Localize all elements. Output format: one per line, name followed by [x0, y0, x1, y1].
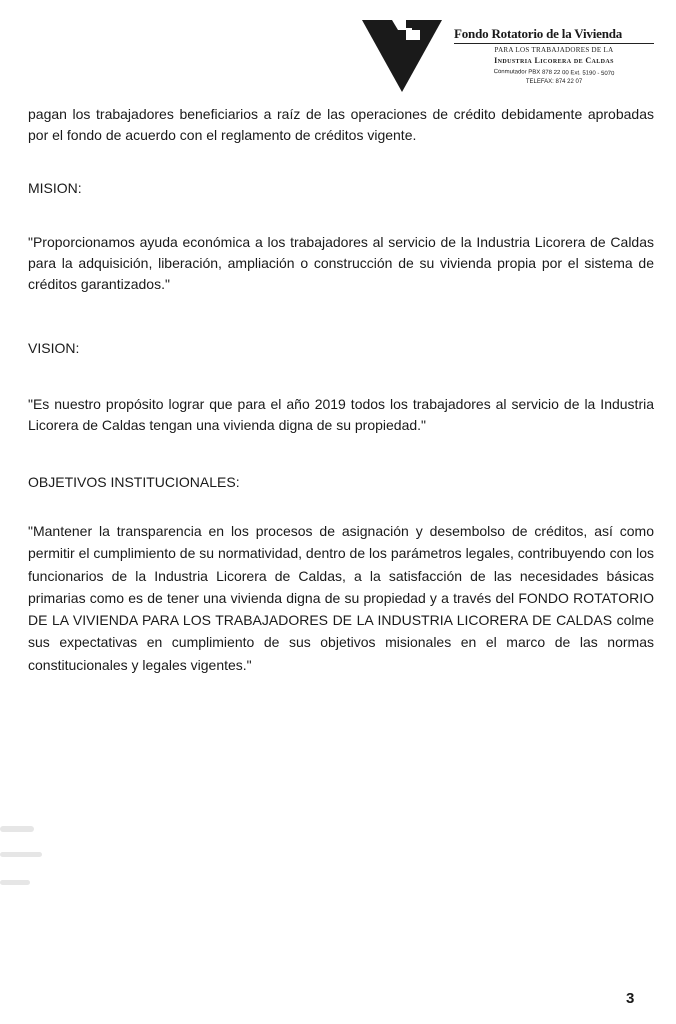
- scan-artifact: [0, 826, 34, 832]
- scan-artifact: [0, 852, 42, 857]
- mision-heading: MISION:: [28, 180, 82, 196]
- vision-heading: VISION:: [28, 340, 80, 356]
- objetivos-heading: OBJETIVOS INSTITUCIONALES:: [28, 474, 240, 490]
- letterhead-phone: Conmutador PBX 878 22 00 Ext. 5190 - 5070: [493, 68, 615, 78]
- letterhead-title: Fondo Rotatorio de la Vivienda: [454, 26, 654, 44]
- objetivos-paragraph: "Mantener la transparencia en los procesos de asignación y desembolso de créditos, así como permitir el cumplimiento de su normatividad, dentro de los parámetros legales, contribuyendo con los funcionarios de la Industria Licorera de Caldas, a la satisfacción de las necesidades básicas primarias como es de tener una vivienda digna de su propiedad y a través del FONDO ROTATORIO DE LA VIVIENDA PARA LOS TRABAJADORES DE LA INDUSTRIA LICORERA DE CALDAS colme sus expectativas en cumplimiento de sus objetivos misionales en el marco de las normas constitucionales y legales vigentes.": [28, 523, 654, 673]
- vision-paragraph: "Es nuestro propósito lograr que para el año 2019 todos los trabajadores al servicio de la Industria Licorera de Caldas tengan una vivienda digna de su propiedad.": [28, 396, 654, 433]
- letterhead-company: Industria Licorera de Caldas: [494, 56, 614, 65]
- mision-paragraph: "Proporcionamos ayuda económica a los trabajadores al servicio de la Industria Licorera de Caldas para la adquisición, liberación, ampliación o construcción de su vivienda propia por el sistema de créditos garantizados.": [28, 234, 654, 292]
- letterhead-telefax: TELEFAX: 874 22 07: [525, 79, 583, 85]
- intro-paragraph: pagan los trabajadores beneficiarios a raíz de las operaciones de crédito debidamente aprobadas por el fondo de acuerdo con el reglamento de créditos vigente.: [28, 106, 654, 143]
- letterhead-subtitle: PARA LOS TRABAJADORES DE LA: [494, 46, 614, 54]
- page-number: 3: [626, 990, 635, 1007]
- scan-artifact: [0, 880, 30, 885]
- triangle-v-logo-icon: [362, 14, 442, 94]
